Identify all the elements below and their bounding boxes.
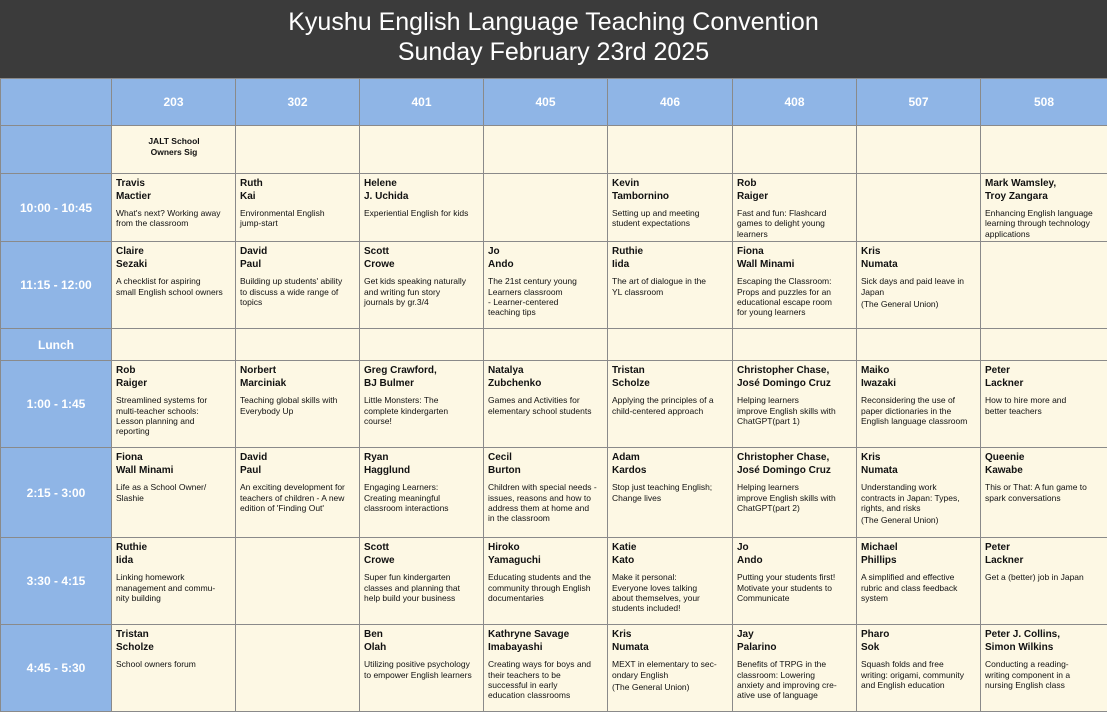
session-content: [236, 448, 359, 515]
time-slot-row: [1, 538, 1107, 625]
presenter-name: Tristan Scholze: [612, 365, 650, 389]
presenter-name: Peter J. Collins, Simon Wilkins: [985, 629, 1061, 653]
presenter-name: Ruthie Iida: [612, 246, 644, 270]
session-title: Squash folds and free writing: origami, community and English education: [861, 659, 964, 691]
presenter-name: Cecil Burton: [488, 452, 521, 476]
session-title: Environmental English jump-start: [240, 208, 325, 229]
time-slot-label: 11:15 - 12:00: [1, 242, 112, 329]
presenter-name: David Paul: [240, 452, 268, 476]
session-cell: [360, 625, 484, 712]
session-content: [608, 242, 732, 299]
room-header: 302: [236, 79, 360, 126]
session-title: Reconsidering the use of paper dictionaries in the English language classroom: [861, 395, 968, 427]
session-title: Understanding work contracts in Japan: Types, rights, and risks: [861, 482, 960, 514]
session-content: [112, 625, 235, 671]
presenter-name: Michael Phillips: [861, 542, 898, 566]
time-slot-label: 10:00 - 10:45: [1, 174, 112, 242]
session-cell: [360, 361, 484, 448]
session-cell: [112, 174, 236, 242]
presenter-name: Pharo Sok: [861, 629, 890, 653]
corner-cell: [1, 79, 112, 126]
presenter-name: Hiroko Yamaguchi: [488, 542, 541, 566]
presenter-name: Scott Crowe: [364, 542, 395, 566]
session-content: [733, 242, 856, 320]
session-cell: [857, 448, 981, 538]
session-content: [733, 625, 856, 703]
session-content: [360, 448, 483, 515]
session-content: [733, 361, 856, 428]
empty-session-cell: [857, 174, 981, 242]
presenter-name: Norbert Marciniak: [240, 365, 287, 389]
presenter-name: Jo Ando: [488, 246, 514, 270]
time-slot-label: 4:45 - 5:30: [1, 625, 112, 712]
session-content: [608, 174, 732, 231]
session-title: Engaging Learners: Creating meaningful classroom interactions: [364, 482, 449, 514]
empty-session-cell: [857, 329, 981, 361]
session-content: [112, 448, 235, 505]
empty-session-cell: [236, 126, 360, 174]
empty-session-cell: [112, 329, 236, 361]
session-content: [608, 448, 732, 505]
empty-session-cell: [733, 329, 857, 361]
session-title: How to hire more and better teachers: [985, 395, 1067, 416]
session-title: Utilizing positive psychology to empower English learners: [364, 659, 472, 680]
session-title: Streamlined systems for multi-teacher schools: Lesson planning and reporting: [116, 395, 208, 437]
presenter-name: Ryan Hagglund: [364, 452, 411, 476]
session-cell: [484, 361, 608, 448]
session-cell: [112, 242, 236, 329]
schedule-header: [0, 0, 1107, 78]
room-header: 408: [733, 79, 857, 126]
session-cell: [608, 174, 733, 242]
session-title: Setting up and meeting student expectations: [612, 208, 700, 229]
session-title: Conducting a reading- writing component in a nursing English class: [985, 659, 1071, 691]
session-content: [112, 538, 235, 605]
session-content: [484, 448, 607, 526]
session-cell: [857, 361, 981, 448]
sig-label: JALT School Owners Sig: [148, 136, 200, 157]
presenter-name: Peter Lackner: [985, 365, 1024, 389]
session-cell: [981, 361, 1107, 448]
session-cell: [857, 242, 981, 329]
presenter-name: Jo Ando: [737, 542, 763, 566]
time-slot-row: [1, 242, 1107, 329]
presenter-name: Fiona Wall Minami: [737, 246, 795, 270]
session-cell: [112, 126, 236, 174]
empty-session-cell: [484, 126, 608, 174]
time-slot-row: [1, 448, 1107, 538]
session-title: Get a (better) job in Japan: [985, 572, 1084, 583]
room-header: 203: [112, 79, 236, 126]
session-title: Linking homework management and commu- nity building: [116, 572, 216, 604]
session-title: Enhancing English language learning through technology applications: [985, 208, 1093, 239]
session-content: [484, 361, 607, 418]
session-cell: [608, 448, 733, 538]
session-content: [981, 174, 1107, 241]
time-slot-row: [1, 174, 1107, 242]
session-cell: [236, 174, 360, 242]
room-header: 507: [857, 79, 981, 126]
session-cell: [733, 448, 857, 538]
session-title: Educating students and the community through English documentaries: [488, 572, 592, 604]
session-content: [608, 538, 732, 616]
session-title: Escaping the Classroom: Props and puzzles for an educational escape room for young learners: [737, 276, 832, 318]
lunch-label: Lunch: [1, 329, 112, 361]
session-content: [112, 242, 235, 299]
session-content: [112, 361, 235, 439]
presenter-name: Adam Kardos: [612, 452, 647, 476]
session-title: MEXT in elementary to sec- ondary English: [612, 659, 717, 680]
session-title: Teaching global skills with Everybody Up: [240, 395, 338, 416]
session-cell: [484, 625, 608, 712]
presenter-name: Rob Raiger: [116, 365, 148, 389]
session-cell: [484, 448, 608, 538]
time-slot-row: [1, 625, 1107, 712]
empty-session-cell: [236, 538, 360, 625]
session-cell: [360, 242, 484, 329]
presenter-name: Natalya Zubchenko: [488, 365, 542, 389]
session-content: [236, 361, 359, 418]
session-content: [857, 361, 980, 428]
session-cell: [112, 448, 236, 538]
room-header-row: [1, 79, 1107, 126]
session-cell: [857, 538, 981, 625]
session-title: Building up students' ability to discuss a wide range of topics: [240, 276, 343, 308]
room-header: 508: [981, 79, 1107, 126]
session-note: (The General Union): [861, 515, 939, 526]
session-cell: [608, 625, 733, 712]
session-title: What's next? Working away from the classroom: [116, 208, 221, 229]
session-cell: [981, 538, 1107, 625]
session-content: [484, 625, 607, 703]
session-content: [733, 174, 856, 241]
session-content: [236, 174, 359, 231]
session-content: [857, 538, 980, 605]
presenter-name: Kris Numata: [861, 246, 898, 270]
session-content: [733, 538, 856, 605]
time-slot-label: [1, 126, 112, 174]
empty-session-cell: [981, 329, 1107, 361]
session-content: [360, 625, 483, 682]
time-slot-label: 1:00 - 1:45: [1, 361, 112, 448]
empty-session-cell: [236, 329, 360, 361]
session-title: The 21st century young Learners classroom - Learner-centered teaching tips: [488, 276, 577, 318]
presenter-name: Ruthie Iida: [116, 542, 148, 566]
session-title: A checklist for aspiring small English school owners: [116, 276, 223, 297]
session-content: [236, 242, 359, 309]
presenter-name: Claire Sezaki: [116, 246, 148, 270]
session-cell: [981, 448, 1107, 538]
session-title: Stop just teaching English; Change lives: [612, 482, 713, 503]
session-title: Experiential English for kids: [364, 208, 469, 218]
session-content: [981, 625, 1107, 692]
session-title: Super fun kindergarten classes and planning that help build your business: [364, 572, 460, 604]
session-title: Little Monsters: The complete kindergarten course!: [364, 395, 449, 427]
time-slot-row: [1, 361, 1107, 448]
session-content: [484, 242, 607, 320]
session-cell: [112, 538, 236, 625]
session-cell: [857, 625, 981, 712]
empty-session-cell: [360, 126, 484, 174]
session-cell: [360, 538, 484, 625]
presenter-name: Tristan Scholze: [116, 629, 154, 653]
empty-session-cell: [236, 625, 360, 712]
room-header: 401: [360, 79, 484, 126]
presenter-name: Mark Wamsley, Troy Zangara: [985, 178, 1057, 202]
session-content: [360, 538, 483, 605]
presenter-name: Rob Raiger: [737, 178, 769, 202]
session-title: Benefits of TRPG in the classroom: Lowering anxiety and improving cre- ative use of language: [737, 659, 837, 701]
session-title: Fast and fun: Flashcard games to delight young learners: [737, 208, 827, 239]
session-cell: [236, 242, 360, 329]
presenter-name: Helene J. Uchida: [364, 178, 409, 202]
empty-session-cell: [981, 242, 1107, 329]
session-note: (The General Union): [861, 299, 939, 310]
empty-session-cell: [857, 126, 981, 174]
session-cell: [360, 448, 484, 538]
room-header: 405: [484, 79, 608, 126]
session-content: [857, 448, 980, 528]
session-cell: [608, 242, 733, 329]
presenter-name: Christopher Chase, José Domingo Cruz: [737, 452, 831, 476]
presenter-name: Christopher Chase, José Domingo Cruz: [737, 365, 831, 389]
session-cell: [484, 242, 608, 329]
session-title: Children with special needs - issues, reasons and how to address them at home and in the classroom: [488, 482, 597, 524]
session-cell: [608, 361, 733, 448]
session-note: (The General Union): [612, 682, 690, 693]
session-content: [112, 174, 235, 231]
presenter-name: Queenie Kawabe: [985, 452, 1025, 476]
session-cell: [981, 174, 1107, 242]
presenter-name: Kevin Tambornino: [612, 178, 670, 202]
session-title: A simplified and effective rubric and class feedback system: [861, 572, 958, 604]
session-content: [360, 361, 483, 428]
room-header: 406: [608, 79, 733, 126]
presenter-name: David Paul: [240, 246, 268, 270]
convention-date: Sunday February 23rd 2025: [397, 38, 710, 66]
time-slot-label: 3:30 - 4:15: [1, 538, 112, 625]
session-title: This or That: A fun game to spark conversations: [985, 482, 1087, 503]
session-content: [733, 448, 856, 515]
session-title: Life as a School Owner/ Slashie: [116, 482, 207, 503]
session-cell: [360, 174, 484, 242]
session-title: An exciting development for teachers of children - A new edition of 'Finding Out': [240, 482, 345, 514]
empty-session-cell: [484, 174, 608, 242]
session-title: Putting your students first! Motivate your students to Communicate: [737, 572, 836, 604]
empty-session-cell: [981, 126, 1107, 174]
session-content: [857, 625, 980, 692]
session-cell: [733, 361, 857, 448]
presenter-name: Maiko Iwazaki: [861, 365, 897, 389]
session-content: [360, 242, 483, 309]
session-cell: [733, 538, 857, 625]
time-slot-row: [1, 329, 1107, 361]
empty-session-cell: [360, 329, 484, 361]
session-title: Get kids speaking naturally and writing fun story journals by gr.3/4: [364, 276, 467, 308]
session-cell: [733, 625, 857, 712]
time-slot-row: [1, 126, 1107, 174]
session-cell: [112, 625, 236, 712]
session-content: [484, 538, 607, 605]
presenter-name: Ben Olah: [364, 629, 387, 653]
session-content: [981, 448, 1107, 505]
session-cell: [236, 361, 360, 448]
presenter-name: Kris Numata: [612, 629, 649, 653]
session-title: Make it personal: Everyone loves talking about themselves, your students included!: [612, 572, 700, 614]
session-content: [112, 126, 235, 160]
session-title: School owners forum: [116, 659, 196, 670]
session-title: Sick days and paid leave in Japan: [861, 276, 965, 297]
presenter-name: Ruth Kai: [240, 178, 263, 202]
time-slot-label: 2:15 - 3:00: [1, 448, 112, 538]
schedule-table: [0, 78, 1107, 712]
presenter-name: Peter Lackner: [985, 542, 1024, 566]
session-cell: [981, 625, 1107, 712]
presenter-name: Fiona Wall Minami: [116, 452, 174, 476]
session-cell: [484, 538, 608, 625]
empty-session-cell: [608, 329, 733, 361]
session-title: Games and Activities for elementary school students: [488, 395, 592, 416]
presenter-name: Scott Crowe: [364, 246, 395, 270]
session-title: The art of dialogue in the YL classroom: [612, 276, 707, 297]
session-cell: [608, 538, 733, 625]
session-content: [981, 538, 1107, 584]
presenter-name: Kris Numata: [861, 452, 898, 476]
session-title: Helping learners improve English skills with ChatGPT(part 1): [737, 395, 836, 427]
session-content: [608, 625, 732, 694]
empty-session-cell: [733, 126, 857, 174]
session-content: [981, 361, 1107, 418]
presenter-name: Greg Crawford, BJ Bulmer: [364, 365, 437, 389]
convention-title: Kyushu English Language Teaching Convention: [288, 8, 819, 36]
session-content: [360, 174, 483, 220]
presenter-name: Kathryne Savage Imabayashi: [488, 629, 570, 653]
session-title: Creating ways for boys and their teachers to be successful in early education classrooms: [488, 659, 591, 701]
session-cell: [112, 361, 236, 448]
empty-session-cell: [608, 126, 733, 174]
session-title: Helping learners improve English skills with ChatGPT(part 2): [737, 482, 836, 514]
session-content: [857, 242, 980, 311]
presenter-name: Travis Mactier: [116, 178, 152, 202]
session-content: [608, 361, 732, 418]
presenter-name: Jay Palarino: [737, 629, 777, 653]
presenter-name: Katie Kato: [612, 542, 637, 566]
session-cell: [733, 242, 857, 329]
session-title: Applying the principles of a child-centered approach: [612, 395, 714, 416]
session-cell: [733, 174, 857, 242]
session-cell: [236, 448, 360, 538]
empty-session-cell: [484, 329, 608, 361]
